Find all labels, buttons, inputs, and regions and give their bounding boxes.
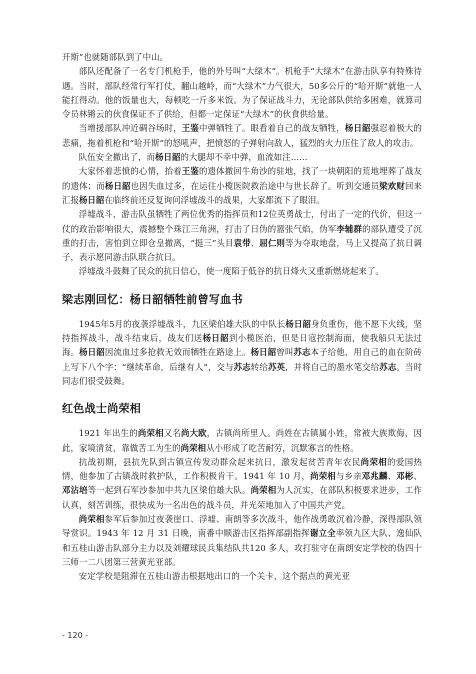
text-run: 回来汇报 bbox=[62, 180, 422, 205]
name-emphasis: 杨日韶 bbox=[104, 180, 131, 191]
name-emphasis: 苏英 bbox=[267, 361, 286, 372]
text-run: 队伍安全撤出了，而 bbox=[78, 152, 156, 163]
text-run: 开斯”也就随部队到了中山。 bbox=[62, 52, 169, 62]
name-emphasis: 尚荣相 bbox=[310, 471, 336, 482]
text-run: 为人沉实，在部队积极要求进步，工作认真，刻苦训练，很快成为一名出色的战斗员，并光荣地加入了中国共产党。 bbox=[62, 485, 422, 510]
name-emphasis: 尚大欧 bbox=[180, 428, 207, 439]
text-run: 。当时同志们很受鼓舞。 bbox=[62, 361, 423, 386]
text-run: ，古镇尚所里人。尚姓在古镇属小姓，常被大族欺侮，因此，家境清贫，靠做苦工为生的 bbox=[62, 428, 422, 453]
name-emphasis: 苏志 bbox=[233, 361, 251, 372]
name-emphasis: 杨日韶 bbox=[250, 347, 277, 358]
text-run: 、 bbox=[250, 237, 260, 248]
name-emphasis: 王鉴 bbox=[181, 166, 199, 177]
text-run: 的遗体撤回牛角沙的驻地，找了一块朝阳的荒地埋葬了战友的遗体；而 bbox=[62, 166, 423, 191]
name-emphasis: 谢立全 bbox=[309, 528, 336, 539]
paragraph bbox=[62, 121, 422, 150]
text-run: 中弹牺牲了。眼看着自己的战友牺牲， bbox=[198, 123, 345, 134]
text-run: 转给 bbox=[250, 361, 268, 372]
text-run: 与乡亲 bbox=[335, 471, 362, 482]
text-run: 、 bbox=[413, 471, 422, 482]
paragraph bbox=[62, 150, 422, 164]
name-emphasis: 杨日韶 bbox=[79, 347, 105, 358]
section-2-body bbox=[62, 317, 422, 388]
section-1-body bbox=[62, 50, 422, 279]
text-run: 1921 年出生的 bbox=[78, 428, 138, 439]
text-run: 到小榄医治，但是日寇控制海面，使我船只无法过海。 bbox=[62, 333, 422, 358]
text-run: 率领九区大队、逸仙队和五桂山游击队部分主力以及刘耀球民兵集结队共120 多人，攻打驻守在南朗安定学校的伪四十三师一二八团第三营黄光亚部。 bbox=[62, 528, 423, 567]
text-run: 抗战初期，县抗先队到古镇宣传发动群众起来抗日，激发起贫苦青年农民 bbox=[78, 456, 361, 467]
name-emphasis: 梁欢财 bbox=[379, 180, 405, 191]
name-emphasis: 邓沾培 bbox=[62, 485, 88, 496]
text-run: 的部队遭受了沉重的打击，害怕到立即仓皇撤离，“挺三”头目 bbox=[62, 223, 422, 248]
text-run: 也因失血过多，在运往小榄医院救治途中与世长辞了。听到交通员 bbox=[130, 180, 380, 191]
paragraph bbox=[62, 264, 422, 278]
text-run: 强忍着极大的悲痛，拖着机枪和“哈开斯”的怒吼声，把愤怒的子弹射向敌人，猛烈的火力压住了敌人的攻击。 bbox=[62, 123, 422, 148]
paragraph bbox=[62, 426, 422, 455]
paragraph bbox=[62, 317, 422, 388]
text-run: 、 bbox=[387, 471, 397, 482]
name-emphasis: 尚荣相 bbox=[250, 485, 277, 496]
name-emphasis: 苏志 bbox=[293, 347, 311, 358]
paragraph bbox=[62, 512, 422, 569]
page-number: - 120 - bbox=[62, 631, 89, 640]
section-title-shang-rongxiang: 红色战士尚荣相 bbox=[62, 402, 142, 416]
text-run: 身负重伤，他不愿下火线，坚持指挥战斗，战斗结束后，战友们送 bbox=[62, 318, 422, 344]
name-emphasis: 苏志 bbox=[379, 361, 397, 372]
name-emphasis: 尚荣相 bbox=[78, 514, 105, 525]
document-page bbox=[62, 50, 422, 584]
text-run: 的大腿却不幸中弹，血流如注…… bbox=[180, 152, 308, 163]
section-3-body bbox=[62, 426, 422, 583]
text-run: 曾叫 bbox=[276, 347, 294, 358]
text-run: 因流血过多抢救无效而牺牲在路途上。 bbox=[104, 347, 251, 358]
name-emphasis: 杨日韶 bbox=[78, 194, 105, 205]
paragraph bbox=[62, 164, 422, 207]
name-emphasis: 尚荣相 bbox=[137, 428, 164, 439]
text-run: 的爱国热情，他参加了古镇战时救护队，工作积极肯干。1941 年 10 月， bbox=[62, 456, 422, 482]
text-run: 本子给他，用自己的血在阶砖上写下八个字：“继续革命，后继有人”，交与 bbox=[62, 347, 422, 372]
text-run: 安定学校是阻滞在五桂山游击根据地出口的一个关卡，这个据点的黄光亚 bbox=[78, 571, 350, 582]
name-emphasis: 袁带 bbox=[233, 237, 251, 248]
section-title-liang-zhigang: 梁志刚回忆：杨日韶牺牲前曾写血书 bbox=[62, 292, 243, 306]
text-run: 大家怀着悲愤的心情，抬着 bbox=[78, 166, 182, 177]
name-emphasis: 邓彬 bbox=[396, 471, 414, 482]
name-emphasis: 李辅群 bbox=[336, 223, 363, 234]
text-run: 又名 bbox=[163, 428, 181, 439]
text-run: 等一起到石军沙参加中共九区梁伯雄大队。 bbox=[87, 485, 251, 496]
text-run: 浮墟战斗，游击队虽牺牲了两位优秀的指挥员和12位英勇战士，付出了一定的代价，但这一仗的政治影响很大，震撼整个珠江三角洲，打击了日伪的嚣张气焰，伪军 bbox=[62, 209, 422, 234]
paragraph bbox=[62, 50, 422, 64]
paragraph bbox=[62, 569, 422, 583]
text-run: 参军后参加过夜袭崖口、浮墟、南朗等多次战斗，他作战勇敢沉着冷静，深得部队领导赏识。1943 年 12 月 31 日晚，南番中顺游击区指挥部副指挥 bbox=[62, 514, 422, 539]
text-run: 浮墟战斗鼓舞了民众的抗日信心，使一度陷于低谷的抗日烽火又重新燃烧起来了。 bbox=[78, 266, 384, 277]
text-run: 等为夺取地盘，马上又提高了抗日调子，表示愿同游击队联合抗日。 bbox=[62, 237, 423, 263]
text-run: 从小形成了吃苦耐劳，沉默寡言的性格。 bbox=[206, 442, 359, 453]
name-emphasis: 王鉴 bbox=[181, 123, 199, 134]
name-emphasis: 杨日韶 bbox=[344, 123, 371, 134]
name-emphasis: 杨日韶 bbox=[155, 152, 181, 163]
text-run: 当增援部队冲近碉谷场时， bbox=[78, 123, 182, 134]
name-emphasis: 尚荣相 bbox=[180, 442, 207, 453]
name-emphasis: 屈仁则 bbox=[259, 237, 286, 248]
name-emphasis: 杨日韶 bbox=[202, 333, 229, 344]
name-emphasis: 杨日韶 bbox=[285, 318, 312, 329]
paragraph bbox=[62, 64, 422, 121]
name-emphasis: 尚荣相 bbox=[360, 456, 388, 467]
text-run: 1945年5月的夜袭浮墟战斗，九区梁伯雄大队的中队长 bbox=[78, 318, 286, 329]
paragraph bbox=[62, 207, 422, 264]
text-run: 部队还配备了一名专门机枪手，他的外号叫“大绿木”。机枪手“大绿木”在游击队享有特殊待遇。当时，部队经常行军打仗，翻山越岭，而“大绿木”力气很大，50多公斤的“哈开斯”就他一人能扛得动。他的饭量也大，每顿吃一斤多米饭。为了保证战斗力，无论部队供给多困难，就算司令员林锵云的伙食保证不了供给，但都一定保证“大绿木”的伙食供给量。 bbox=[62, 66, 422, 120]
text-run: ，并将自己的墨水笔交给 bbox=[285, 361, 380, 372]
name-emphasis: 邓兆麟 bbox=[361, 471, 388, 482]
paragraph bbox=[62, 455, 422, 512]
text-run: 在临终前还反复询问浮墟战斗的战果，大家都流下了眼泪。 bbox=[104, 194, 325, 205]
